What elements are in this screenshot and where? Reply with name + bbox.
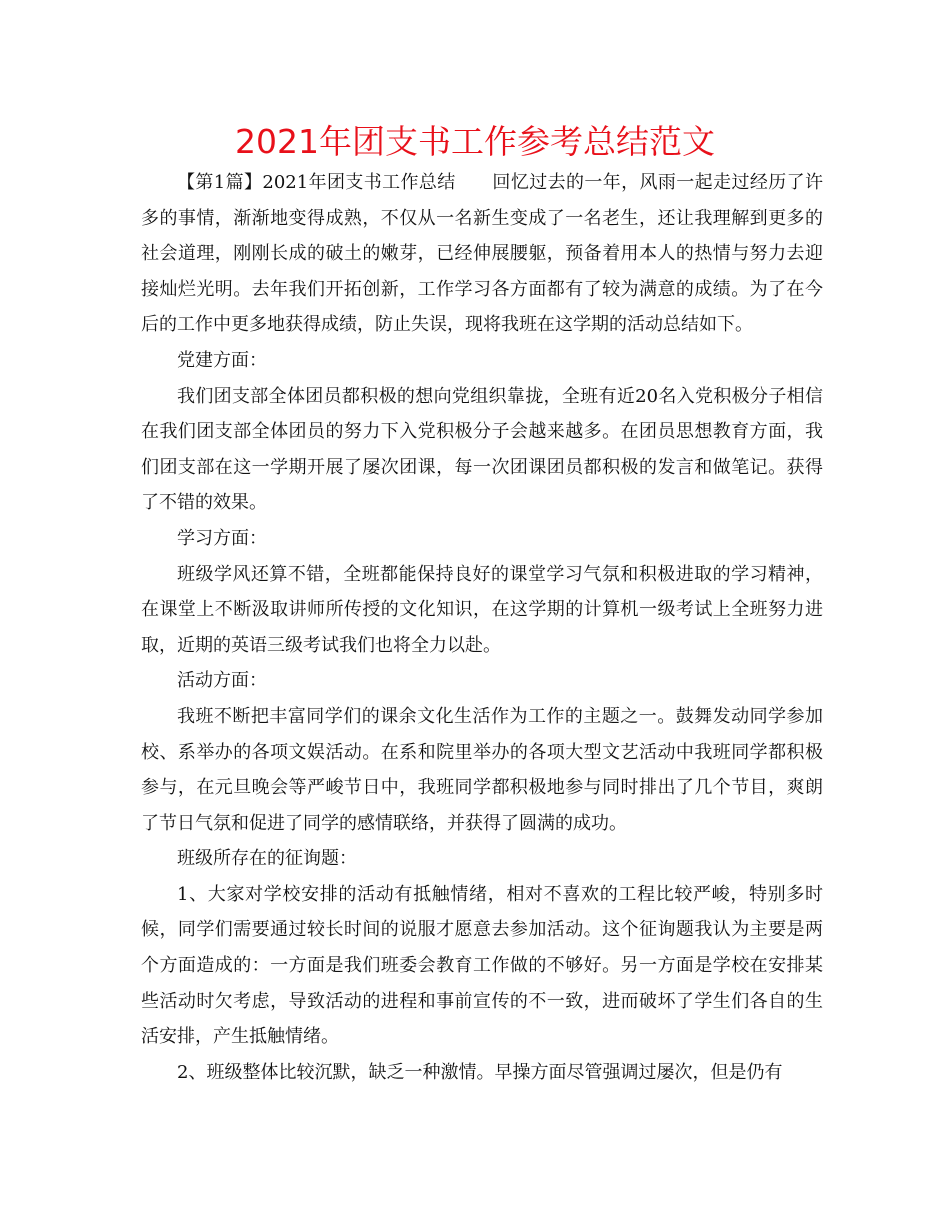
- section-heading-party: 党建方面：: [177, 349, 267, 371]
- document-body: [141, 165, 823, 1090]
- paragraph-party: 我们团支部全体团员都积极的想向党组织靠拢，全班有近20名入党积极分子相信在我们团支部全体团员的努力下入党积极分子会越来越多。在团员思想教育方面，我们团支部在这一学期开展了屡次团课，每一次团课团员都积极的发言和做笔记。获得了不错的效果。: [141, 385, 823, 514]
- section-heading-problems: 班级所存在的征询题：: [177, 848, 357, 870]
- paragraph-study: 班级学风还算不错，全班都能保持良好的课堂学习气氛和积极进取的学习精神，在课堂上不断汲取讲师所传授的文化知识，在这学期的计算机一级考试上全班努力进取，近期的英语三级考试我们也将全力以赴。: [141, 563, 823, 656]
- paragraph-problem-2: 2、班级整体比较沉默，缺乏一种激情。早操方面尽管强调过屡次，但是仍有: [177, 1061, 783, 1083]
- paragraph-problem-1: 1、大家对学校安排的活动有抵触情绪，相对不喜欢的工程比较严峻，特别多时候，同学们需要通过较长时间的说服才愿意去参加活动。这个征询题我认为主要是两个方面造成的：一方面是我们班委会教育工作做的不够好。另一方面是学校在安排某些活动时欠考虑，导致活动的进程和事前宣传的不一致，进而破坏了学生们各自的生活安排，产生抵触情绪。: [141, 883, 823, 1048]
- section-heading-study: 学习方面：: [177, 527, 267, 549]
- paragraph-intro: 【第1篇】2021年团支书工作总结 回忆过去的一年，风雨一起走过经历了许多的事情，渐渐地变得成熟，不仅从一名新生变成了一名老生，还让我理解到更多的社会道理，刚刚长成的破土的嫩芽，已经伸展腰躯，预备着用本人的热情与努力去迎接灿烂光明。去年我们开拓创新，工作学习各方面都有了较为满意的成绩。为了在今后的工作中更多地获得成绩，防止失误，现将我班在这学期的活动总结如下。: [141, 172, 823, 336]
- section-heading-activity: 活动方面：: [177, 670, 267, 692]
- paragraph-activity: 我班不断把丰富同学们的课余文化生活作为工作的主题之一。鼓舞发动同学参加校、系举办的各项文娱活动。在系和院里举办的各项大型文艺活动中我班同学都积极参与，在元旦晚会等严峻节日中，我班同学都积极地参与同时排出了几个节目，爽朗了节日气氛和促进了同学的感情联络，并获得了圆满的成功。: [141, 705, 823, 834]
- document-title: 2021年团支书工作参考总结范文: [235, 122, 715, 161]
